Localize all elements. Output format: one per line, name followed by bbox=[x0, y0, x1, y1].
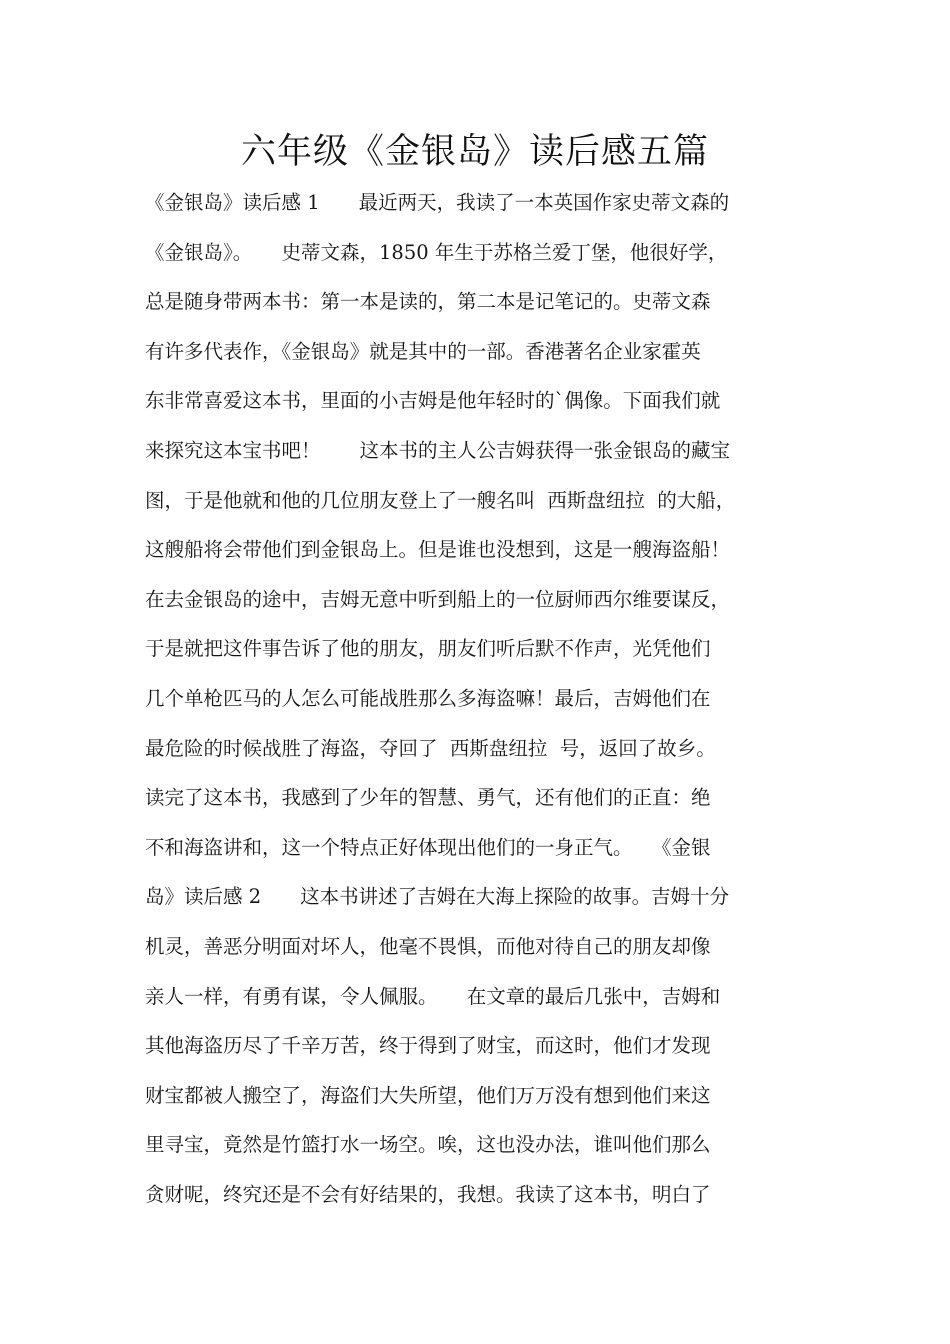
body-line: 这艘船将会带他们到金银岛上。但是谁也没想到，这是一艘海盗船！ bbox=[145, 538, 731, 562]
body-line: 于是就把这件事告诉了他的朋友，朋友们听后默不作声，光凭他们 bbox=[145, 637, 711, 661]
body-line: 《金银岛》读后感 1 最近两天，我读了一本英国作家史蒂文森的 bbox=[145, 191, 730, 214]
body-line: 《金银岛》。 史蒂文森，1850 年生于苏格兰爱丁堡，他很好学， bbox=[145, 240, 728, 264]
body-line: 里寻宝，竟然是竹篮打水一场空。唉，这也没办法，谁叫他们那么 bbox=[145, 1133, 711, 1157]
body-line: 财宝都被人搬空了，海盗们大失所望，他们万万没有想到他们来这 bbox=[145, 1083, 711, 1107]
body-line: 图，于是他就和他的几位朋友登上了一艘名叫 西斯盘纽拉 的大船， bbox=[145, 488, 736, 512]
body-line: 不和海盗讲和，这一个特点正好体现出他们的一身正气。 《金银 bbox=[145, 835, 711, 859]
body-line: 来探究这本宝书吧！ 这本书的主人公吉姆获得一张金银岛的藏宝 bbox=[145, 438, 731, 462]
body-line: 有许多代表作，《金银岛》就是其中的一部。香港著名企业家霍英 bbox=[145, 339, 701, 363]
document-body bbox=[145, 178, 835, 1219]
document-title: 六年级《金银岛》读后感五篇 bbox=[240, 132, 709, 172]
body-line: 其他海盗历尽了千辛万苦，终于得到了财宝，而这时，他们才发现 bbox=[145, 1034, 711, 1058]
body-line: 东非常喜爱这本书，里面的小吉姆是他年轻时的`偶像。下面我们就 bbox=[145, 389, 721, 413]
body-line: 岛》读后感 2 这本书讲述了吉姆在大海上探险的故事。吉姆十分 bbox=[145, 885, 730, 909]
body-line: 亲人一样，有勇有谋，令人佩服。 在文章的最后几张中，吉姆和 bbox=[145, 984, 721, 1008]
body-line: 读完了这本书，我感到了少年的智慧、勇气，还有他们的正直：绝 bbox=[145, 786, 711, 810]
body-line: 几个单枪匹马的人怎么可能战胜那么多海盗嘛！最后，吉姆他们在 bbox=[145, 686, 711, 710]
body-line: 总是随身带两本书：第一本是读的，第二本是记笔记的。史蒂文森 bbox=[145, 290, 711, 314]
body-line: 机灵，善恶分明面对坏人，他毫不畏惧，而他对待自己的朋友却像 bbox=[145, 934, 711, 958]
body-line: 在去金银岛的途中，吉姆无意中听到船上的一位厨师西尔维要谋反， bbox=[145, 587, 731, 611]
body-line: 最危险的时候战胜了海盗，夺回了 西斯盘纽拉 号，返回了故乡。 bbox=[145, 736, 716, 760]
body-line: 贪财呢，终究还是不会有好结果的，我想。我读了这本书，明白了 bbox=[145, 1182, 711, 1206]
